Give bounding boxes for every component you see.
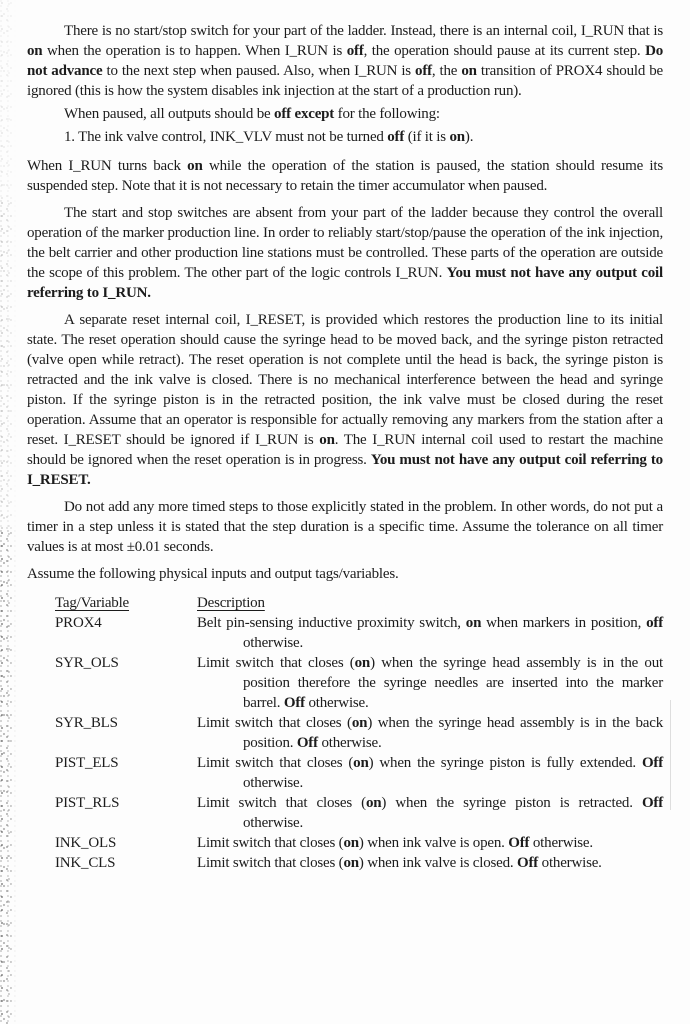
paragraph-resume-suspended-step: When I_RUN turns back on while the operation of the station is paused, the station should resume its suspended step. Note that it is not necessary to retain the timer accumulator when paused.	[27, 158, 663, 194]
table-header-description: Description	[197, 595, 265, 611]
tag-description: Limit switch that closes (on) when the syringe piston is retracted. Off otherwise.	[197, 795, 663, 831]
tag-label: SYR_OLS	[55, 655, 119, 671]
scan-noise-left-edge-top	[0, 0, 17, 200]
table-header-tag-variable: Tag/Variable	[55, 595, 130, 611]
tag-label: INK_CLS	[55, 855, 116, 871]
table-row-ink-ols	[55, 833, 663, 853]
tag-label: SYR_BLS	[55, 715, 118, 731]
scan-noise-left-edge-middle	[0, 200, 17, 530]
paragraph-start-stop-switches: The start and stop switches are absent from your part of the ladder because they control the overall operation of the marker production line. In order to reliably start/stop/pause the operation of the ink injection, the belt carrier and other production line stations must be controlled. These parts of the operation are outside the scope of this problem. The other part of the logic controls I_RUN. You must not have any output coil referring to I_RUN.	[27, 205, 663, 301]
table-row-pist-els	[55, 753, 663, 793]
document-content	[27, 21, 663, 873]
paragraph-reset-coil: A separate reset internal coil, I_RESET, is provided which restores the production line to its initial state. The reset operation should cause the syringe head to be moved back, and the syringe piston retracted (valve open while retract). The reset operation is not complete until the head is back, the syringe piston is retracted and the ink valve is closed. There is no mechanical interference between the head and syringe piston. If the syringe piston is in the retracted position, the ink valve must be closed during the reset operation. Assume that an operator is responsible for actually removing any markers from the station after a reset. I_RESET should be ignored if I_RUN is on. The I_RUN internal coil used to restart the machine should be ignored when the reset operation is in progress. You must not have any output coil referring to I_RESET.	[27, 312, 663, 488]
tag-label: PIST_ELS	[55, 755, 119, 771]
tag-description: Limit switch that closes (on) when the syringe head assembly is in the out position therefore the syringe needles are inserted into the marker barrel. Off otherwise.	[197, 655, 663, 711]
io-tags-table	[55, 593, 663, 873]
tag-description: Limit switch that closes (on) when ink valve is closed. Off otherwise.	[197, 855, 602, 871]
tag-label: INK_OLS	[55, 835, 117, 851]
tag-description: Limit switch that closes (on) when the syringe head assembly is in the back position. Off otherwise.	[197, 715, 663, 751]
paragraph-assume-io-intro: Assume the following physical inputs and output tags/variables.	[27, 566, 399, 582]
paragraph-paused-outputs: When paused, all outputs should be off except for the following:	[64, 106, 440, 122]
table-row-pist-rls	[55, 793, 663, 833]
tag-description: Limit switch that closes (on) when the syringe piston is fully extended. Off otherwise.	[197, 755, 663, 791]
table-row-ink-cls	[55, 853, 663, 873]
table-header-row	[55, 593, 663, 613]
paragraph-timed-steps: Do not add any more timed steps to those explicitly stated in the problem. In other words, do not put a timer in a step unless it is stated that the step duration is a specific time. Assume the tolerance on all timer values is at most ±0.01 seconds.	[27, 499, 663, 555]
tag-description: Limit switch that closes (on) when ink valve is open. Off otherwise.	[197, 835, 593, 851]
tag-label: PIST_RLS	[55, 795, 120, 811]
list-item-ink-valve-exception: 1. The ink valve control, INK_VLV must not be turned off (if it is on).	[64, 129, 474, 145]
tag-description: Belt pin-sensing inductive proximity switch, on when markers in position, off otherwise.	[197, 615, 663, 651]
paragraph-irun-coil: There is no start/stop switch for your part of the ladder. Instead, there is an internal coil, I_RUN that is on when the operation is to happen. When I_RUN is off, the operation should pause at its current step. Do not advance to the next step when paused. Also, when I_RUN is off, the on transition of PROX4 should be ignored (this is how the system disables ink injection at the start of a production run).	[27, 23, 663, 99]
table-row-syr-ols	[55, 653, 663, 713]
tag-label: PROX4	[55, 615, 102, 631]
table-row-prox4	[55, 613, 663, 653]
scan-artifact-right-line	[670, 700, 672, 810]
scan-noise-left-edge-bottom	[0, 530, 17, 1024]
table-row-syr-bls	[55, 713, 663, 753]
